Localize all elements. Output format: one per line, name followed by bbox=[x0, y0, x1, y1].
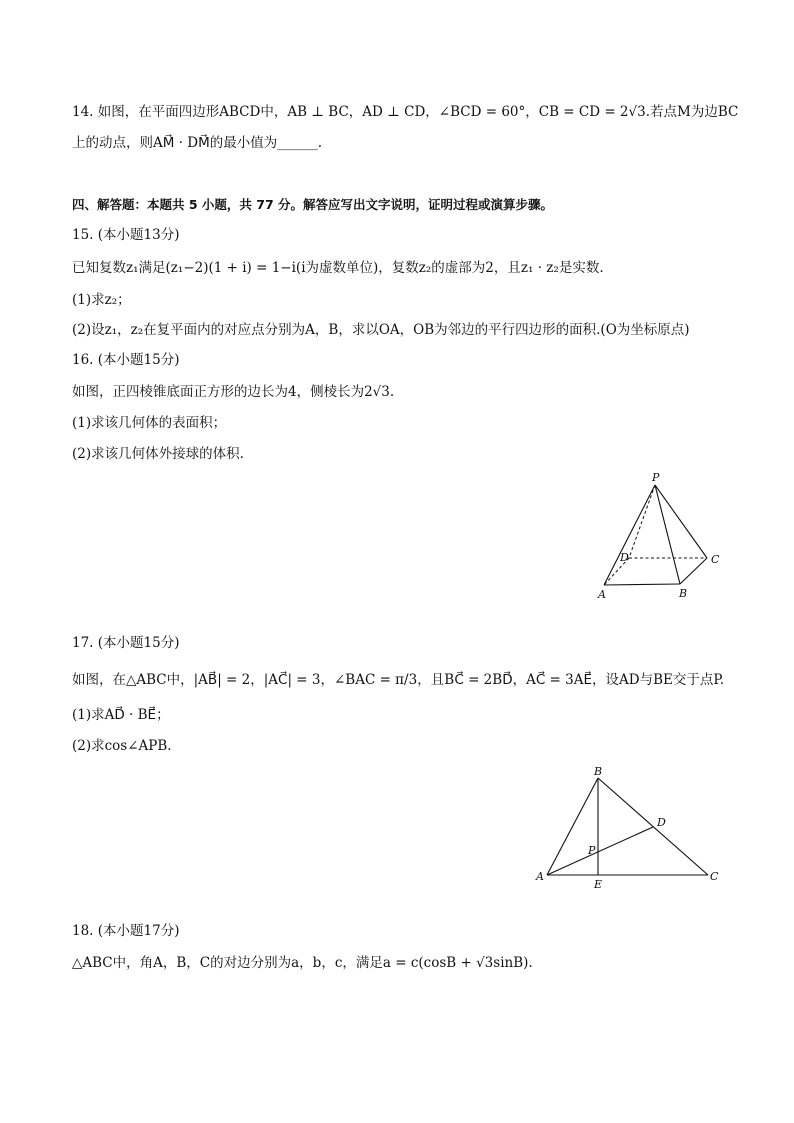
edge-BC bbox=[680, 558, 707, 584]
label-D: D bbox=[657, 816, 666, 829]
pyramid-figure bbox=[592, 470, 728, 602]
edge-PA bbox=[604, 485, 655, 585]
label-A: A bbox=[598, 588, 606, 601]
segment-AD bbox=[547, 827, 653, 875]
q15-header: 15. (本小题13分) bbox=[72, 227, 180, 243]
q15-stem: 已知复数z₁满足(z₁−2)(1 + i) = 1−i(i为虚数单位)，复数z₂的虚部为2，且z₁ · z₂是实数. bbox=[72, 260, 604, 276]
label-B: B bbox=[594, 765, 603, 778]
label-A: A bbox=[536, 870, 544, 883]
label-P: P bbox=[652, 471, 660, 484]
q16-header: 16. (本小题15分) bbox=[72, 352, 180, 368]
q17-part-2: (2)求cos∠APB. bbox=[72, 738, 172, 754]
q16-part-1: (1)求该几何体的表面积； bbox=[72, 415, 227, 431]
q14-line-2: 上的动点，则AM⃗ · DM⃗的最小值为______. bbox=[72, 135, 323, 151]
q17-stem: 如图，在△ABC中，|AB⃗| = 2，|AC⃗| = 3，∠BAC = π/3，且BC⃗ = 2BD⃗，AC⃗ = 3AE⃗，设AD与BE交于点P. bbox=[72, 672, 725, 688]
edge-PD-hidden bbox=[629, 485, 655, 558]
q14-line-1: 14. 如图，在平面四边形ABCD中，AB ⊥ BC，AD ⊥ CD，∠BCD = 60°，CB = CD = 2√3.若点M为边BC bbox=[72, 104, 739, 120]
q16-part-2: (2)求该几何体外接球的体积. bbox=[72, 446, 244, 462]
label-E: E bbox=[594, 878, 603, 891]
edge-PB bbox=[655, 485, 680, 584]
side-AB bbox=[547, 778, 598, 875]
q16-stem: 如图，正四棱锥底面正方形的边长为4，侧棱长为2√3. bbox=[72, 384, 395, 400]
q15-part-2: (2)设z₁，z₂在复平面内的对应点分别为A，B，求以OA，OB为邻边的平行四边形的面积.(O为坐标原点) bbox=[72, 322, 690, 338]
edge-AB bbox=[604, 584, 680, 585]
label-C: C bbox=[710, 870, 719, 883]
q17-header: 17. (本小题15分) bbox=[72, 635, 180, 651]
triangle-figure bbox=[530, 760, 730, 894]
q15-part-1: (1)求z₂； bbox=[72, 292, 131, 308]
label-C: C bbox=[711, 553, 720, 566]
label-B: B bbox=[679, 587, 688, 600]
side-BC bbox=[598, 778, 708, 875]
label-D: D bbox=[620, 551, 629, 564]
q18-header: 18. (本小题17分) bbox=[72, 923, 180, 939]
label-P: P bbox=[588, 844, 596, 857]
q17-part-1: (1)求AD⃗ · BE⃗； bbox=[72, 707, 170, 723]
section-heading: 四、解答题：本题共 5 小题，共 77 分。解答应写出文字说明，证明过程或演算步骤。 bbox=[72, 197, 554, 212]
q18-stem: △ABC中，角A，B，C的对边分别为a，b，c，满足a = c(cosB + √3sinB). bbox=[72, 955, 533, 971]
edge-PC bbox=[655, 485, 707, 558]
